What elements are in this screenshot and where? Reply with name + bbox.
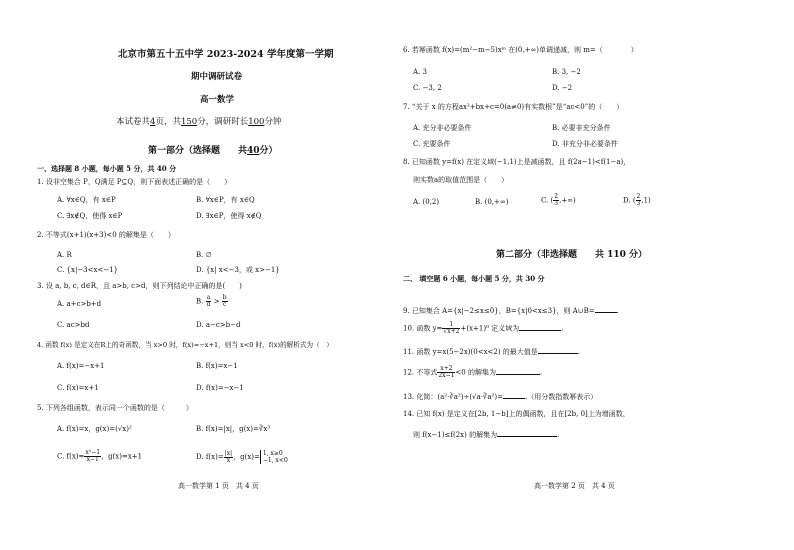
page-count: 4 — [150, 117, 156, 127]
q6-stem: 6. 若幂函数 f(x)=(m²−m−5)xᵐ 在(0,+∞)单调递减，则 m=（ ） — [403, 46, 638, 54]
q1-option-a: A. ∀x∈Q，有 x∈P — [57, 196, 116, 204]
q1-stem: 1. 设非空集合 P，Q满足 P⊆Q，则下面表述正确的是（ ） — [37, 178, 232, 186]
q5-option-d: D. f(x)= $\frac{|x|}{x}$ ，g(x)= 1, x≥0 −1, x<0 — [196, 449, 288, 464]
q1-option-d: D. ∃x∈P，使得 x∉Q — [196, 212, 262, 220]
q10-frac: $\frac{1}{√x+2}$ — [443, 321, 460, 335]
part2-heading: 第二部分（非选择题 共 110 分） — [496, 250, 648, 260]
q7-option-b: B. 必要非充分条件 — [552, 124, 611, 132]
section1-heading: 一、选择题 8 小题，每小题 5 分，共 40 分 — [37, 164, 177, 173]
q8-stem: 8. 已知函数 y=f(x) 在定义域(−1,1)上是减函数，且 f(2a−1)<f(1−a)， — [403, 158, 631, 166]
q3-b-frac-2: $\frac{b}{c}$ — [222, 294, 227, 308]
q9-text: 9. 已知集合 A={x|−2≤x≤0}，B={x|0<x≤3}，则 A∪B= . — [403, 307, 619, 315]
q3-option-c: C. ac>bd — [57, 321, 90, 329]
q12-text: 12. 不等式 $\frac{x+2}{2x-1}$ <0 的解集为 . — [403, 365, 543, 379]
q6-option-a: A. 3 — [413, 68, 427, 76]
part1-heading: 第一部分（选择题 共40分） — [148, 146, 278, 156]
q11-answer-blank[interactable] — [538, 346, 578, 354]
exam-title: 北京市第五十五中学 2023-2024 学年度第一学期 — [118, 49, 334, 60]
q12-answer-blank[interactable] — [496, 367, 540, 375]
q10-answer-blank[interactable] — [519, 323, 561, 331]
q4-option-c: C. f(x)=x+1 — [57, 384, 99, 392]
q5-option-a: A. f(x)=x，g(x)=(√x)² — [57, 425, 132, 433]
q5-d-frac: $\frac{|x|}{x}$ — [224, 449, 233, 464]
q5-option-c: C. f(x)= $\frac{\text{x²−1}}{x-1}$ ，g(x)=x+1 — [57, 449, 143, 463]
q6-option-b: B. 3, −2 — [552, 68, 581, 76]
exam-subtitle: 期中调研试卷 — [191, 72, 243, 82]
q14-text: 14. 已知 f(x) 是定义在[2b, 1−b]上的偶函数，且在[2b, 0]上为增函数， — [403, 410, 630, 418]
q6-option-d: D. −2 — [552, 84, 573, 92]
q7-option-c: C. 充要条件 — [413, 140, 451, 148]
q13-answer-blank[interactable] — [503, 391, 525, 399]
q2-option-a: A. R — [57, 251, 72, 259]
exam-info: 本试卷共4页，共150分，调研时长100分钟 — [116, 117, 282, 127]
q8-option-d: D. ( $\frac{2}{3}$ ,1) — [623, 193, 651, 207]
q2-option-c: C. {x|−3<x<−1} — [57, 266, 119, 274]
q5-c-frac: $\frac{\text{x²−1}}{x-1}$ — [85, 449, 101, 463]
q2-stem: 2. 不等式(x+1)(x+3)<0 的解集是（ ） — [37, 231, 175, 239]
q3-b-frac-1: $\frac{a}{d}$ — [206, 294, 211, 308]
duration: 100 — [248, 117, 265, 127]
q7-stem: 7. “关于 x 的方程ax²+bx+c=0(a≠0)有实数根”是“ac<0”的（ ） — [403, 103, 624, 111]
q6-option-c: C. −3, 2 — [413, 84, 442, 92]
q8-d-frac: $\frac{2}{3}$ — [636, 193, 641, 207]
q5-stem: 5. 下列各组函数，表示同一个函数的是（ ） — [37, 404, 193, 412]
q3-option-b: B. $\frac{a}{d}$ > $\frac{b}{c}$ — [196, 294, 227, 308]
q4-stem: 4. 函数 f(x) 是定义在R上的奇函数，当 x>0 时，f(x)=−x+1，则当 x<0 时，f(x)的解析式为（ ） — [37, 341, 333, 349]
q7-option-a: A. 充分非必要条件 — [413, 124, 472, 132]
section2-heading: 二、 填空题 6 小题，每小题 5 分，共 30 分 — [403, 274, 545, 283]
q5-d-piecewise: 1, x≥0 −1, x<0 — [260, 450, 288, 464]
q1-option-c: C. ∃x∉Q，使得 x∈P — [57, 212, 123, 220]
q2-option-d: D. {x| x<−3，或 x>−1} — [196, 266, 280, 274]
q3-option-d: D. a−c>b−d — [196, 321, 241, 329]
q5-option-b: B. f(x)=|x|，g(x)=∛x³ — [196, 425, 271, 433]
q3-stem: 3. 设 a, b, c, d∈R，且 a>b, c>d，则下列结论中正确的是( ) — [37, 282, 242, 290]
q8-option-a: A. (0,2) — [413, 198, 440, 206]
q14-text-line2: 则 f(x−1)≤f(2x) 的解集为 . — [413, 431, 560, 439]
q8-option-b: B. (0,+∞) — [475, 198, 509, 206]
q11-text: 11. 函数 y=x(5−2x)(0<x<2) 的最大值是 . — [403, 348, 581, 356]
q8-stem-line2: 则实数a的取值范围是（ ） — [413, 176, 509, 184]
q2-option-b: B. ∅ — [196, 251, 212, 259]
q4-option-d: D. f(x)=−x−1 — [196, 384, 244, 392]
q10-text: 10. 函数 y= $\frac{1}{√x+2}$ +(x+1)⁰ 定义域为 . — [403, 321, 564, 335]
q12-frac: $\frac{x+2}{2x-1}$ — [438, 365, 455, 379]
q13-text: 13. 化简：(a²·∛a²)÷(√a·∛a²)= .（用分数指数幂表示） — [403, 393, 598, 401]
q9-answer-blank[interactable] — [595, 305, 617, 313]
q4-option-a: A. f(x)=−x+1 — [57, 362, 105, 370]
q4-option-b: B. f(x)=x−1 — [196, 362, 238, 370]
right-page-footer: 高一数学第 2 页 共 4 页 — [534, 482, 615, 490]
total-score: 150 — [180, 117, 198, 127]
q3-option-a: A. a+c>b+d — [57, 300, 102, 308]
left-page-footer: 高一数学第 1 页 共 4 页 — [178, 482, 259, 490]
exam-subject: 高一数学 — [200, 95, 235, 105]
q1-option-b: B. ∀x∈P，有 x∈Q — [196, 196, 255, 204]
q8-c-frac: $\frac{2}{3}$ — [554, 193, 559, 207]
q14-answer-blank[interactable] — [497, 429, 557, 437]
q8-option-c: C. ( $\frac{2}{3}$ ,+∞) — [541, 193, 576, 207]
q7-option-d: D. 非充分非必要条件 — [552, 140, 618, 148]
